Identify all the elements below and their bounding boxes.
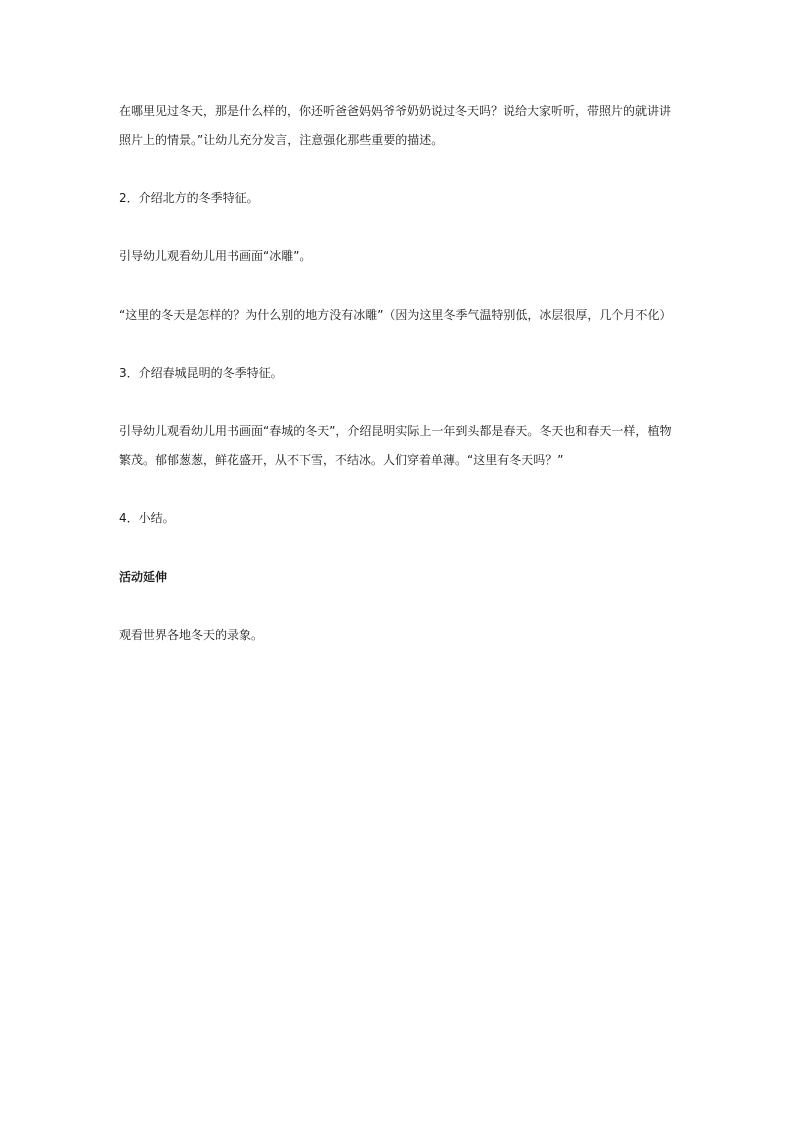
section-heading-3: 3．介绍春城昆明的冬季特征。 bbox=[119, 366, 283, 380]
paragraph-ice-question: “这里的冬天是怎样的？为什么别的地方没有冰雕”（因为这里冬季气温特别低，冰层很厚，几个月不化） bbox=[119, 308, 672, 322]
paragraph-activity-extension: 观看世界各地冬天的录象。 bbox=[119, 628, 264, 642]
paragraph-1-line-2: 照片上的情景。”让幼儿充分发言，注意强化那些重要的描述。 bbox=[119, 133, 444, 147]
section-heading-2: 2．介绍北方的冬季特征。 bbox=[119, 191, 259, 205]
paragraph-kunming-line-1: 引导幼儿观看幼儿用书画面“春城的冬天”，介绍昆明实际上一年到头都是春天。冬天也和春天一样，植物 bbox=[119, 424, 672, 438]
paragraph-ice-sculpture: 引导幼儿观看幼儿用书画面“冰雕”。 bbox=[119, 249, 312, 263]
document-page bbox=[119, 0, 679, 1122]
section-heading-4: 4．小结。 bbox=[119, 511, 175, 525]
paragraph-kunming-line-2: 繁茂。郁郁葱葱，鲜花盛开，从不下雪，不结冰。人们穿着单薄。“这里有冬天吗？” bbox=[119, 453, 564, 467]
activity-extension-heading: 活动延伸 bbox=[119, 570, 168, 584]
paragraph-1-line-1: 在哪里见过冬天，那是什么样的，你还听爸爸妈妈爷爷奶奶说过冬天吗？说给大家听听，带照片的就讲讲 bbox=[119, 104, 672, 118]
